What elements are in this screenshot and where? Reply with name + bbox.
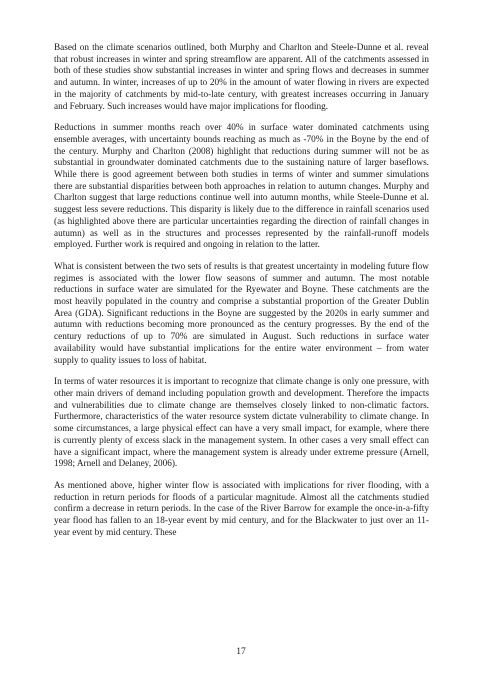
paragraph-streamflow-increases: Based on the climate scenarios outlined, both Murphy and Charlton and Steele-Dunne et al. reveal that robust increases in winter and spring streamflow are apparent. All of the catchments assessed in both of these studies show substantial increases in winter and spring flows and decreases in summer and autumn. In winter, increases of up to 20% in the amount of water flowing in rivers are expected in the majority of catchments by mid-to-late century, with greatest increases occurring in January and February. Such increases would have major implications for flooding.	[54, 43, 429, 112]
paragraph-uncertainty: What is consistent between the two sets of results is that greatest uncertainty in modeling future flow regimes is associated with the lower flow seasons of summer and autumn. The most notable reductions in surface water are simulated for the Ryewater and Boyne. These catchments are the most heavily populated in the country and comprise a substantial proportion of the Greater Dublin Area (GDA). Significant reductions in the Boyne are suggested by the 2020s in early summer and autumn with reductions becoming more pronounced as the century progresses. By the end of the century reductions of up to 70% are simulated in August. Such reductions in surface water availability would have substantial implications for the entire water environment – from water supply to quality issues to loss of habitat.	[54, 261, 429, 366]
paragraph-flooding: As mentioned above, higher winter flow is associated with implications for river flooding, with a reduction in return periods for floods of a particular magnitude. Almost all the catchments studied confirm a decrease in return periods. In the case of the River Barrow for example the once-in-a-fifty year flood has fallen to an 18-year event by mid century, and for the Blackwater to just over an 11-year event by mid century. These	[54, 480, 429, 538]
document-body	[54, 43, 429, 549]
paragraph-water-resources: In terms of water resources it is important to recognize that climate change is only one pressure, with other main drivers of demand including population growth and development. Therefore the impacts and vulnerabilities due to climate change are themselves closely linked to non-climatic factors. Furthermore, characteristics of the water resource system dictate vulnerability to climate change. In some circumstances, a large physical effect can have a very small impact, for example, where there is currently plenty of excess slack in the management system. In other cases a very small effect can have a significant impact, where the management system is already under extreme pressure (Arnell, 1998; Arnell and Delaney, 2006).	[54, 377, 429, 470]
page-number: 17	[236, 647, 246, 657]
paragraph-summer-reductions: Reductions in summer months reach over 40% in surface water dominated catchments using ensemble averages, with uncertainty bounds reaching as much as -70% in the Boyne by the end of the century. Murphy and Charlton (2008) highlight that reductions during summer will not be as substantial in groundwater dominated catchments due to the sustaining nature of larger baseflows. While there is good agreement between both studies in terms of winter and summer simulations there are substantial disparities between both approaches in relation to autumn changes. Murphy and Charlton suggest that large reductions continue well into autumn months, while Steele-Dunne et al. suggest less severe reductions. This disparity is likely due to the difference in rainfall scenarios used (as highlighted above there are particular uncertainties regarding the direction of rainfall changes in autumn) as well as in the structures and processes represented by the rainfall-runoff models employed. Further work is required and ongoing in relation to the latter.	[54, 123, 429, 251]
